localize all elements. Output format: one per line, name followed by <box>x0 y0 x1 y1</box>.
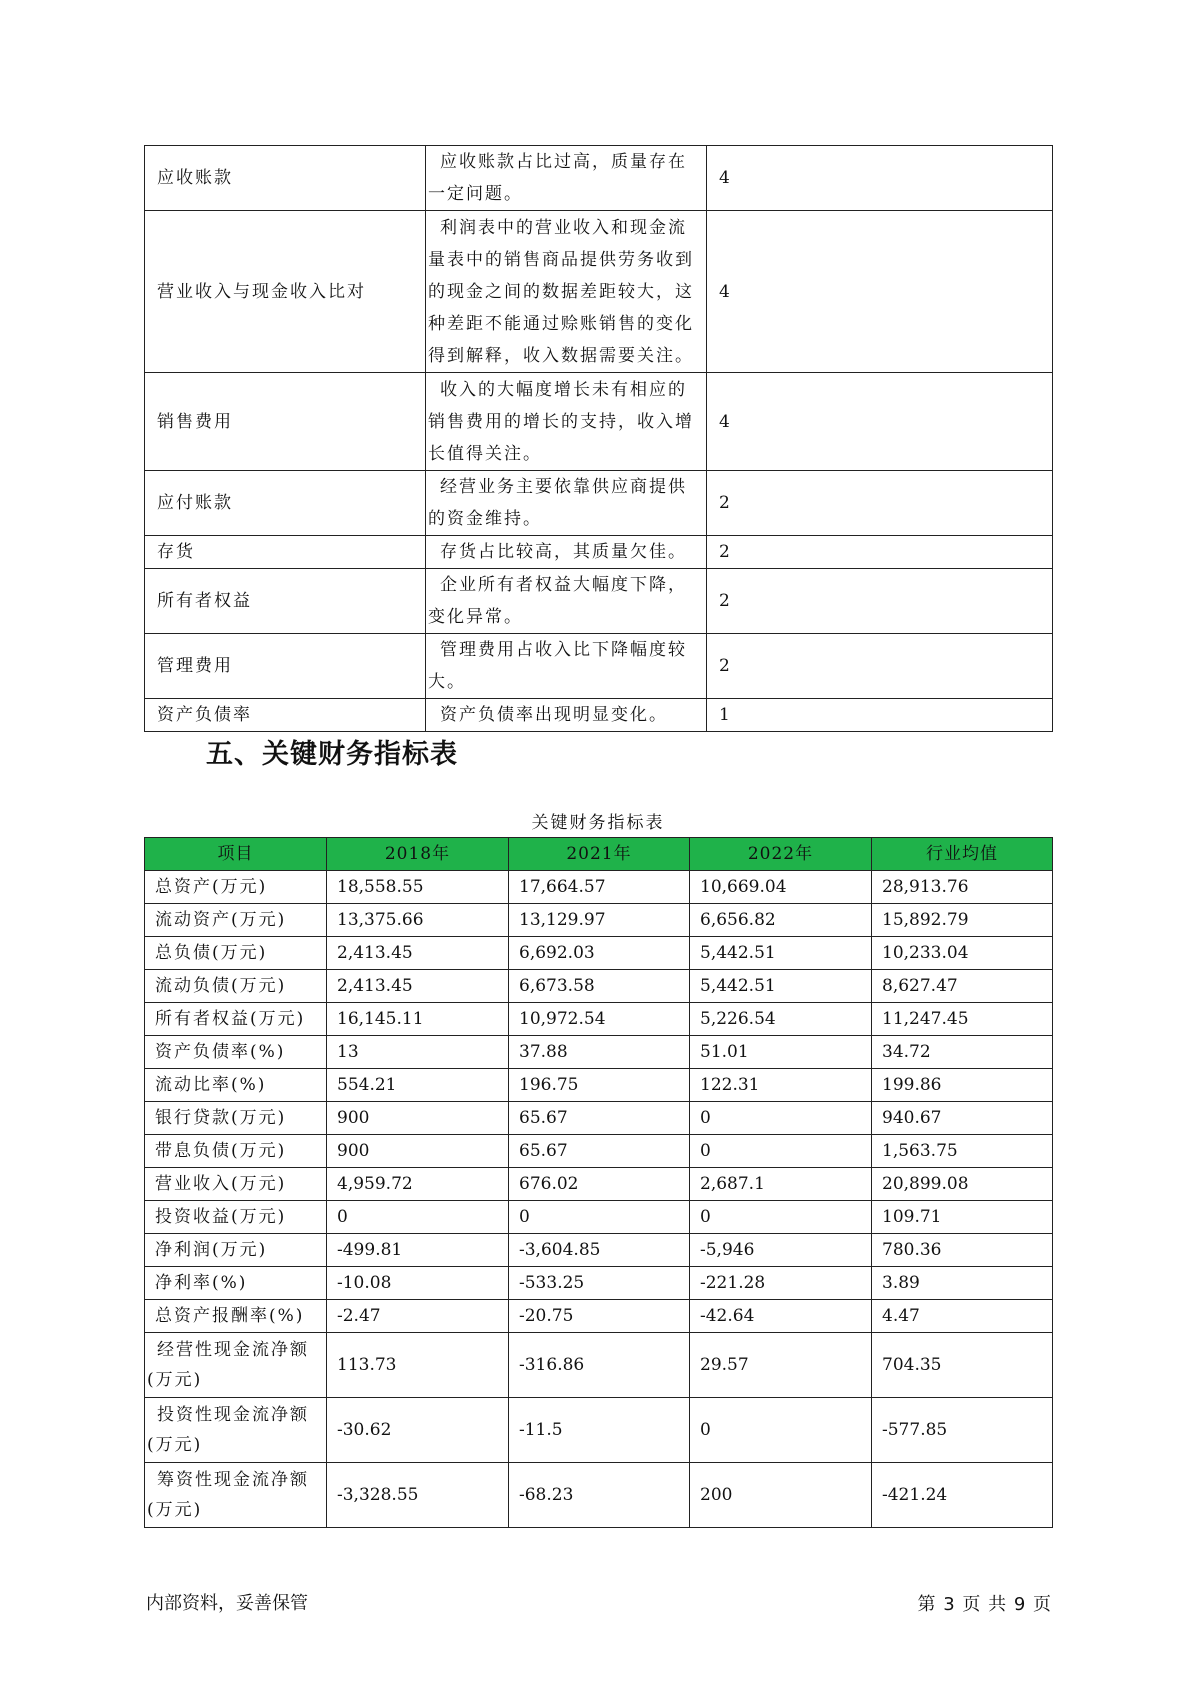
cell-v2021: 10,972.54 <box>509 1003 690 1036</box>
table-row <box>145 1036 1053 1069</box>
cell-v2018: 2,413.45 <box>327 937 509 970</box>
cell-v2022: 51.01 <box>690 1036 872 1069</box>
risk-item: 所有者权益 <box>145 569 426 634</box>
risk-desc: 收入的大幅度增长未有相应的销售费用的增长的支持，收入增长值得关注。 <box>426 373 707 471</box>
column-header: 2021年 <box>509 838 690 871</box>
table-row <box>145 904 1053 937</box>
column-header: 2022年 <box>690 838 872 871</box>
risk-item: 存货 <box>145 536 426 569</box>
cell-v2022: 29.57 <box>690 1333 872 1398</box>
row-label <box>145 1333 327 1398</box>
row-label: 带息负债(万元) <box>145 1135 327 1168</box>
cell-avg: 11,247.45 <box>872 1003 1053 1036</box>
cell-avg: 10,233.04 <box>872 937 1053 970</box>
cell-avg: 199.86 <box>872 1069 1053 1102</box>
cell-v2021: 17,664.57 <box>509 871 690 904</box>
cell-v2021: -533.25 <box>509 1267 690 1300</box>
cell-avg: 8,627.47 <box>872 970 1053 1003</box>
cell-avg: 704.35 <box>872 1333 1053 1398</box>
risk-desc: 企业所有者权益大幅度下降，变化异常。 <box>426 569 707 634</box>
cell-avg: -421.24 <box>872 1463 1053 1528</box>
cell-v2022: 200 <box>690 1463 872 1528</box>
risk-score: 2 <box>707 634 1053 699</box>
table-row <box>145 699 1053 732</box>
row-label: 总负债(万元) <box>145 937 327 970</box>
risk-score: 1 <box>707 699 1053 732</box>
table-header-row <box>145 838 1053 871</box>
cell-v2021: -3,604.85 <box>509 1234 690 1267</box>
risk-desc: 经营业务主要依靠供应商提供的资金维持。 <box>426 471 707 536</box>
risk-item: 应付账款 <box>145 471 426 536</box>
financial-indicators-table <box>144 837 1053 1528</box>
risk-score: 4 <box>707 211 1053 373</box>
risk-desc: 存货占比较高，其质量欠佳。 <box>426 536 707 569</box>
row-label: 流动比率(%) <box>145 1069 327 1102</box>
cell-v2021: -11.5 <box>509 1398 690 1463</box>
cell-v2022: 2,687.1 <box>690 1168 872 1201</box>
cell-v2018: 900 <box>327 1135 509 1168</box>
cell-avg: 28,913.76 <box>872 871 1053 904</box>
risk-item: 营业收入与现金收入比对 <box>145 211 426 373</box>
cell-v2021: 196.75 <box>509 1069 690 1102</box>
cell-v2022: 0 <box>690 1135 872 1168</box>
risk-score: 2 <box>707 569 1053 634</box>
cell-v2018: -10.08 <box>327 1267 509 1300</box>
table-row <box>145 536 1053 569</box>
cell-v2022: 0 <box>690 1201 872 1234</box>
table-row <box>145 1201 1053 1234</box>
cell-avg: 15,892.79 <box>872 904 1053 937</box>
cell-v2022: 10,669.04 <box>690 871 872 904</box>
table-row <box>145 1267 1053 1300</box>
table-row <box>145 634 1053 699</box>
table-row <box>145 1069 1053 1102</box>
cell-v2022: 5,226.54 <box>690 1003 872 1036</box>
cell-v2018: 13 <box>327 1036 509 1069</box>
cell-avg: 34.72 <box>872 1036 1053 1069</box>
row-label: 流动资产(万元) <box>145 904 327 937</box>
cell-v2021: 6,673.58 <box>509 970 690 1003</box>
risk-desc: 利润表中的营业收入和现金流量表中的销售商品提供劳务收到的现金之间的数据差距较大，这种差距不能通过赊账销售的变化得到解释，收入数据需要关注。 <box>426 211 707 373</box>
table-row <box>145 373 1053 471</box>
row-label: 流动负债(万元) <box>145 970 327 1003</box>
risk-desc: 资产负债率出现明显变化。 <box>426 699 707 732</box>
table-row <box>145 1135 1053 1168</box>
table-row <box>145 1234 1053 1267</box>
cell-avg: 4.47 <box>872 1300 1053 1333</box>
cell-v2022: -221.28 <box>690 1267 872 1300</box>
cell-v2022: -5,946 <box>690 1234 872 1267</box>
footer-confidential-note: 内部资料，妥善保管 <box>146 1593 308 1614</box>
row-label-line1: 投资性现金流净额 <box>157 1405 309 1425</box>
cell-v2018: 2,413.45 <box>327 970 509 1003</box>
cell-v2022: 0 <box>690 1398 872 1463</box>
table-row <box>145 1300 1053 1333</box>
table-row <box>145 1102 1053 1135</box>
row-label: 营业收入(万元) <box>145 1168 327 1201</box>
cell-v2021: 13,129.97 <box>509 904 690 937</box>
cell-v2018: 113.73 <box>327 1333 509 1398</box>
cell-v2021: -20.75 <box>509 1300 690 1333</box>
cell-v2018: 4,959.72 <box>327 1168 509 1201</box>
cell-v2021: 6,692.03 <box>509 937 690 970</box>
cell-v2022: 5,442.51 <box>690 937 872 970</box>
cell-v2021: -316.86 <box>509 1333 690 1398</box>
risk-score: 2 <box>707 536 1053 569</box>
cell-v2018: -30.62 <box>327 1398 509 1463</box>
cell-v2018: 0 <box>327 1201 509 1234</box>
table-row <box>145 471 1053 536</box>
cell-avg: 1,563.75 <box>872 1135 1053 1168</box>
cell-v2021: 0 <box>509 1201 690 1234</box>
risk-score: 2 <box>707 471 1053 536</box>
row-label: 投资收益(万元) <box>145 1201 327 1234</box>
row-label-line2: (万元) <box>147 1500 203 1520</box>
risk-desc: 管理费用占收入比下降幅度较大。 <box>426 634 707 699</box>
risk-score: 4 <box>707 146 1053 211</box>
cell-avg: 3.89 <box>872 1267 1053 1300</box>
column-header: 2018年 <box>327 838 509 871</box>
row-label: 净利率(%) <box>145 1267 327 1300</box>
table-row <box>145 569 1053 634</box>
cell-v2018: 16,145.11 <box>327 1003 509 1036</box>
table-row <box>145 970 1053 1003</box>
table-row <box>145 871 1053 904</box>
cell-v2018: 900 <box>327 1102 509 1135</box>
risk-score: 4 <box>707 373 1053 471</box>
row-label: 总资产(万元) <box>145 871 327 904</box>
cell-v2021: 65.67 <box>509 1135 690 1168</box>
cell-v2022: 5,442.51 <box>690 970 872 1003</box>
footer-page-number: 第 3 页 共 9 页 <box>917 1594 1052 1615</box>
row-label: 总资产报酬率(%) <box>145 1300 327 1333</box>
row-label <box>145 1463 327 1528</box>
cell-v2018: -2.47 <box>327 1300 509 1333</box>
cell-v2022: 0 <box>690 1102 872 1135</box>
cell-v2018: -499.81 <box>327 1234 509 1267</box>
row-label: 资产负债率(%) <box>145 1036 327 1069</box>
cell-avg: 20,899.08 <box>872 1168 1053 1201</box>
column-header: 项目 <box>145 838 327 871</box>
cell-v2022: 6,656.82 <box>690 904 872 937</box>
row-label-line1: 筹资性现金流净额 <box>157 1470 309 1490</box>
row-label <box>145 1398 327 1463</box>
risk-item: 管理费用 <box>145 634 426 699</box>
cell-v2018: -3,328.55 <box>327 1463 509 1528</box>
table-row <box>145 146 1053 211</box>
row-label-line2: (万元) <box>147 1370 203 1390</box>
risk-item: 销售费用 <box>145 373 426 471</box>
risk-item: 应收账款 <box>145 146 426 211</box>
cell-v2018: 554.21 <box>327 1069 509 1102</box>
table-row <box>145 937 1053 970</box>
row-label: 所有者权益(万元) <box>145 1003 327 1036</box>
cell-v2018: 18,558.55 <box>327 871 509 904</box>
risk-item: 资产负债率 <box>145 699 426 732</box>
row-label: 净利润(万元) <box>145 1234 327 1267</box>
row-label-line1: 经营性现金流净额 <box>157 1340 309 1360</box>
cell-avg: -577.85 <box>872 1398 1053 1463</box>
column-header: 行业均值 <box>872 838 1053 871</box>
row-label-line2: (万元) <box>147 1435 203 1455</box>
cell-v2021: 37.88 <box>509 1036 690 1069</box>
section-heading: 五、关键财务指标表 <box>206 739 458 770</box>
cell-v2022: -42.64 <box>690 1300 872 1333</box>
cell-v2021: -68.23 <box>509 1463 690 1528</box>
table-row <box>145 1003 1053 1036</box>
cell-v2018: 13,375.66 <box>327 904 509 937</box>
table-row <box>145 1398 1053 1463</box>
cell-avg: 940.67 <box>872 1102 1053 1135</box>
cell-avg: 780.36 <box>872 1234 1053 1267</box>
cell-avg: 109.71 <box>872 1201 1053 1234</box>
cell-v2021: 676.02 <box>509 1168 690 1201</box>
table-row <box>145 1463 1053 1528</box>
risk-table <box>144 145 1053 732</box>
cell-v2022: 122.31 <box>690 1069 872 1102</box>
row-label: 银行贷款(万元) <box>145 1102 327 1135</box>
table-caption: 关键财务指标表 <box>531 813 665 833</box>
table-row <box>145 1333 1053 1398</box>
table-row <box>145 1168 1053 1201</box>
table-row <box>145 211 1053 373</box>
risk-desc: 应收账款占比过高，质量存在一定问题。 <box>426 146 707 211</box>
cell-v2021: 65.67 <box>509 1102 690 1135</box>
